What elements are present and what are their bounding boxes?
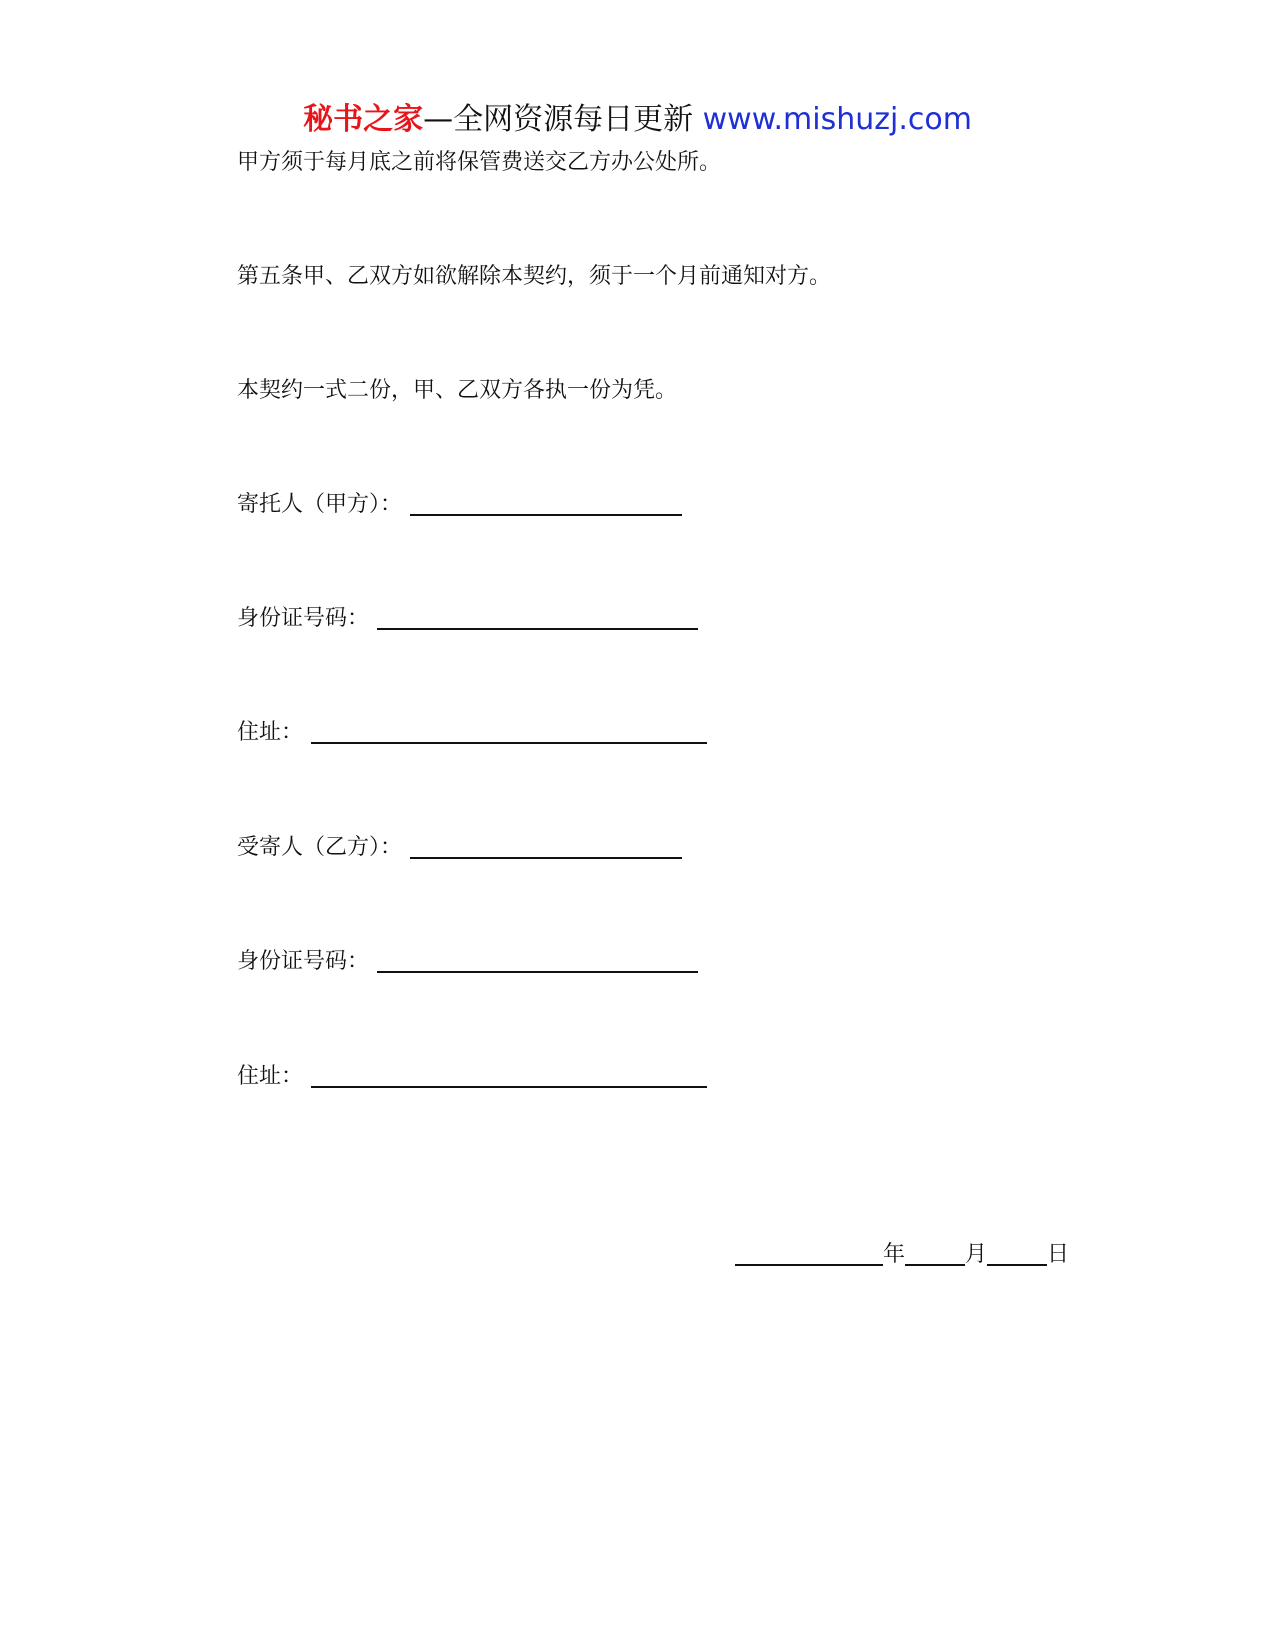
party-a-id-blank[interactable] [377,602,698,630]
day-label: 日 [1047,1242,1070,1267]
copies-text: 本契约一式二份，甲、乙双方各执一份为凭。 [237,378,678,403]
year-label: 年 [883,1242,906,1267]
signing-date [735,1236,1069,1270]
party-b-field [237,829,682,863]
month-blank[interactable] [905,1238,965,1266]
party-b-blank[interactable] [410,831,682,859]
party-a-address-field [237,714,707,748]
site-brand: 秘书之家 [303,102,424,137]
site-header [0,100,1275,140]
party-b-address-label: 住址： [237,1064,304,1089]
party-b-label: 受寄人（乙方）： [237,835,403,860]
party-b-address-field [237,1058,707,1092]
party-b-address-blank[interactable] [311,1060,707,1088]
party-a-label: 寄托人（甲方）： [237,492,403,517]
month-label: 月 [965,1242,988,1267]
party-a-blank[interactable] [410,488,682,516]
site-url-link[interactable]: www.mishuzj.com [702,102,972,137]
party-a-address-label: 住址： [237,720,304,745]
party-b-id-field [237,943,698,977]
site-tagline: —全网资源每日更新 [423,102,694,137]
clause-payment-text: 甲方须于每月底之前将保管费送交乙方办公处所。 [237,150,722,175]
clause-five-text: 第五条甲、乙双方如欲解除本契约，须于一个月前通知对方。 [237,264,832,289]
party-a-address-blank[interactable] [311,716,707,744]
party-b-id-label: 身份证号码： [237,949,370,974]
party-a-id-field [237,600,698,634]
party-b-id-blank[interactable] [377,945,698,973]
party-a-field [237,486,682,520]
year-blank[interactable] [735,1238,883,1266]
party-a-id-label: 身份证号码： [237,606,370,631]
day-blank[interactable] [987,1238,1047,1266]
